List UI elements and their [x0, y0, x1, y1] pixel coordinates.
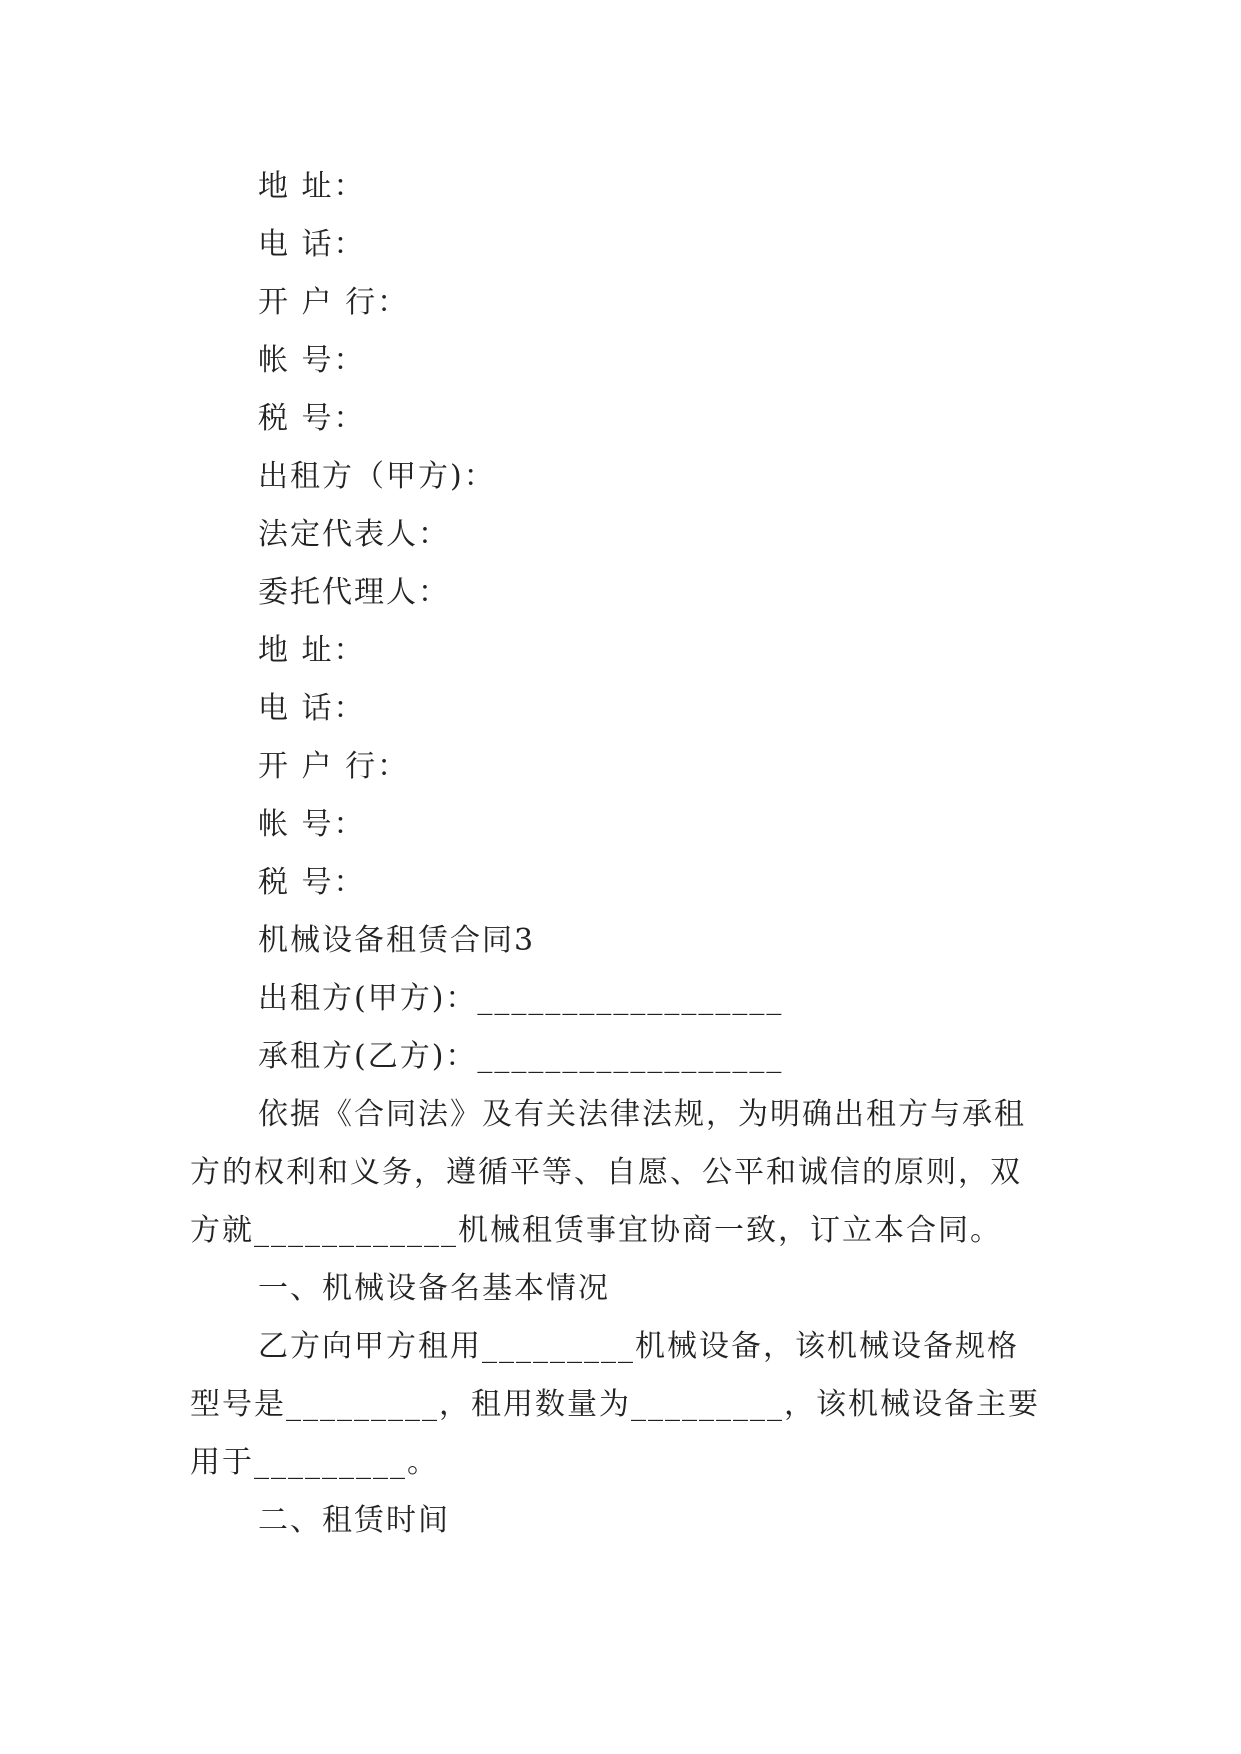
phone-label-2: 电 话： [258, 691, 366, 726]
lessor-label: 出租方（甲方)： [258, 459, 496, 494]
lessor-field: 出租方(甲方)：__________________ [258, 981, 784, 1016]
section-1-heading: 一、机械设备名基本情况 [258, 1271, 610, 1306]
phone-label-1: 电 话： [258, 227, 366, 262]
tax-label-1: 税 号： [258, 401, 366, 436]
tax-label-2: 税 号： [258, 865, 366, 900]
lessee-field: 承租方(乙方)：__________________ [258, 1039, 784, 1074]
contract-title: 机械设备租赁合同3 [258, 923, 536, 958]
account-label-2: 帐 号： [258, 807, 366, 842]
preamble-line-1: 依据《合同法》及有关法律法规，为明确出租方与承租 [258, 1097, 1026, 1132]
address-label-2: 地 址： [258, 633, 366, 668]
preamble-line-2: 方的权利和义务，遵循平等、自愿、公平和诚信的原则，双 [190, 1155, 1022, 1190]
section-1-line-2: 型号是_________，租用数量为_________，该机械设备主要 [190, 1387, 1040, 1422]
section-1-line-3: 用于_________。 [190, 1445, 439, 1480]
bank-label-1: 开 户 行： [258, 285, 410, 320]
section-2-heading: 二、租赁时间 [258, 1503, 450, 1538]
bank-label-2: 开 户 行： [258, 749, 410, 784]
section-1-line-1: 乙方向甲方租用_________机械设备，该机械设备规格 [258, 1329, 1019, 1364]
legal-rep-label: 法定代表人： [258, 517, 450, 552]
agent-label: 委托代理人： [258, 575, 450, 610]
address-label-1: 地 址： [258, 169, 366, 204]
preamble-line-3: 方就____________机械租赁事宜协商一致，订立本合同。 [190, 1213, 1002, 1248]
account-label-1: 帐 号： [258, 343, 366, 378]
